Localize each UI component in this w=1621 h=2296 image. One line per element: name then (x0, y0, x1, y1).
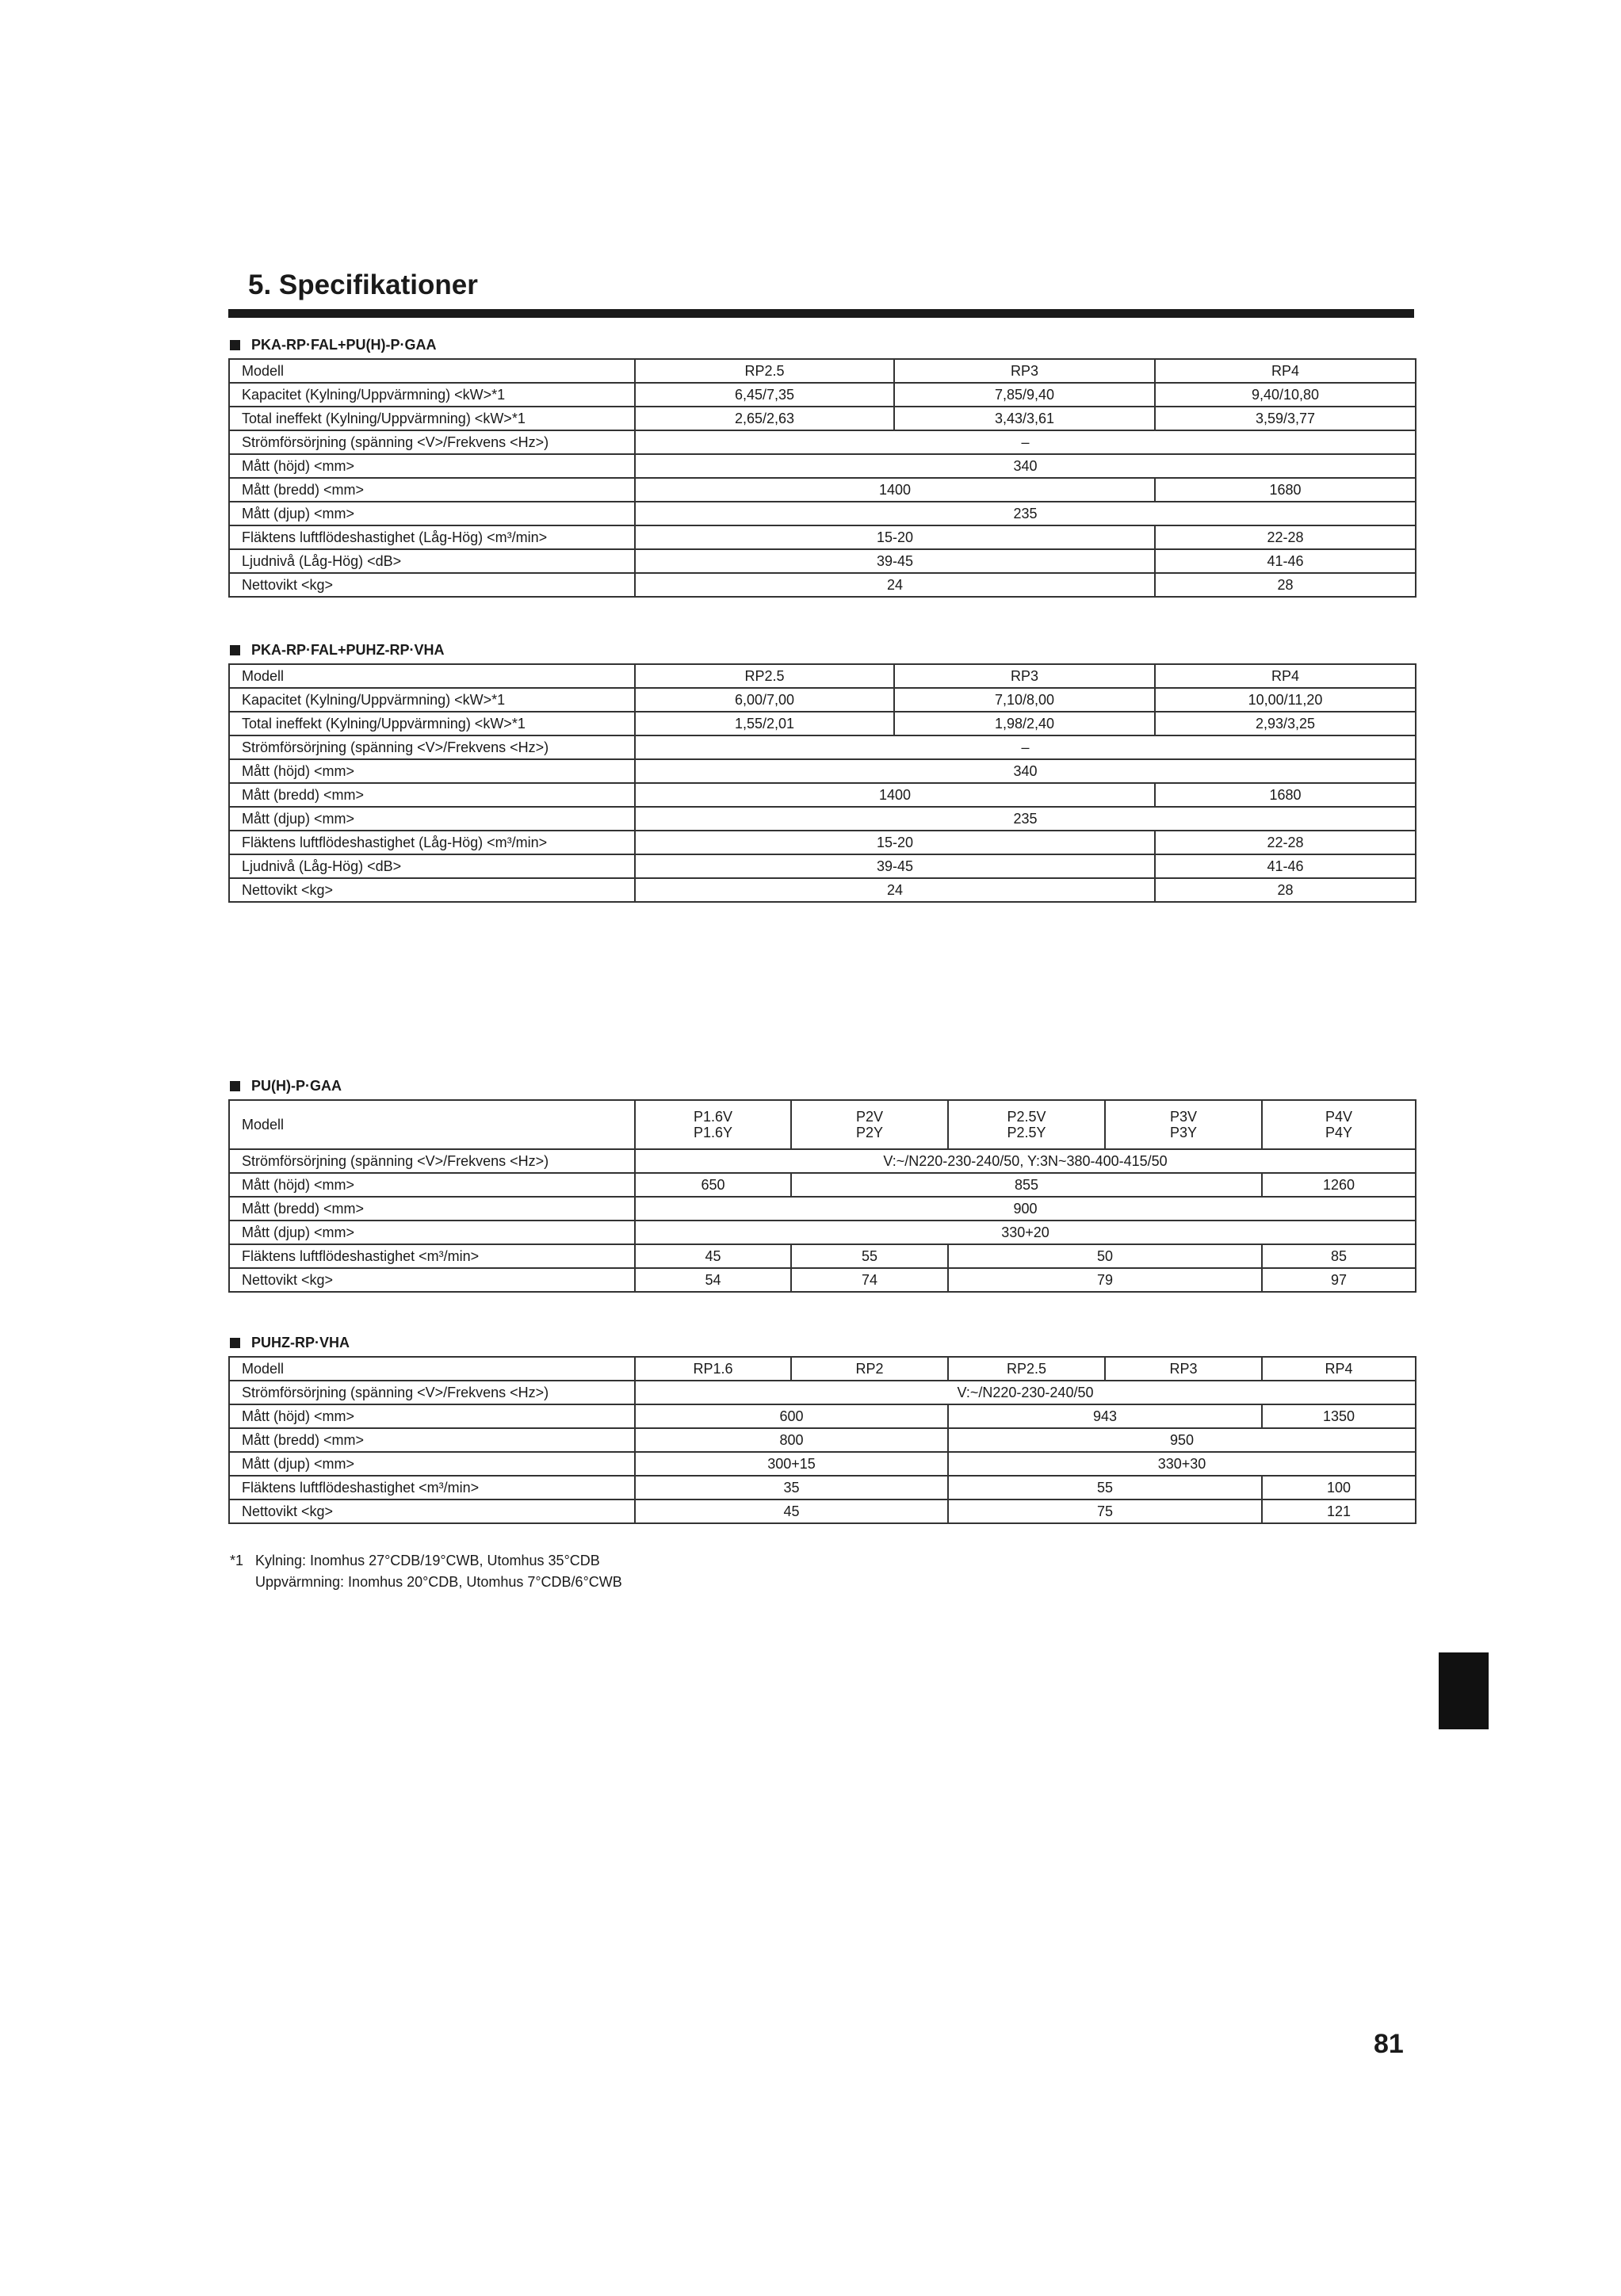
row-label: Kapacitet (Kylning/Uppvärmning) <kW>*1 (229, 688, 635, 712)
table-cell: 50 (948, 1244, 1262, 1268)
table-row (229, 1244, 1416, 1268)
table-cell: 600 (635, 1404, 948, 1428)
table-row (229, 831, 1416, 854)
footnote-line-cooling: Kylning: Inomhus 27°CDB/19°CWB, Utomhus 35°CDB (255, 1553, 600, 1568)
table-cell: 41-46 (1155, 549, 1416, 573)
row-label: Mått (bredd) <mm> (229, 478, 635, 502)
table-cell: 85 (1262, 1244, 1416, 1268)
model-variant-v: P3V (1169, 1109, 1198, 1125)
table-cell: 9,40/10,80 (1155, 383, 1416, 407)
model-cell (948, 1100, 1105, 1149)
table-row (229, 807, 1416, 831)
title-rule (228, 309, 1414, 318)
row-label: Modell (229, 664, 635, 688)
table-cell: RP1.6 (635, 1357, 791, 1381)
row-label: Mått (höjd) <mm> (229, 1404, 635, 1428)
section-heading-text: PKA-RP·FAL+PU(H)-P·GAA (251, 337, 437, 353)
table-cell: 3,59/3,77 (1155, 407, 1416, 430)
table-cell: RP3 (1105, 1357, 1262, 1381)
row-label: Total ineffekt (Kylning/Uppvärmning) <kW>*1 (229, 407, 635, 430)
model-variant-v: P4V (1325, 1109, 1353, 1125)
table-row (229, 1100, 1416, 1149)
table-cell: 855 (791, 1173, 1262, 1197)
table-cell: 1260 (1262, 1173, 1416, 1197)
table-cell: RP2.5 (948, 1357, 1105, 1381)
table-cell: 900 (635, 1197, 1416, 1221)
spec-table-pka-puhz (228, 663, 1416, 903)
row-label: Ljudnivå (Låg-Hög) <dB> (229, 549, 635, 573)
table-row (229, 573, 1416, 597)
square-bullet-icon (230, 645, 240, 655)
table-cell: RP3 (894, 359, 1155, 383)
table-cell: 75 (948, 1499, 1262, 1523)
row-label: Mått (bredd) <mm> (229, 1197, 635, 1221)
table-cell: 7,85/9,40 (894, 383, 1155, 407)
section-heading-pu-gaa (230, 1078, 342, 1095)
table-cell: 15-20 (635, 525, 1155, 549)
footnote-line-heating: Uppvärmning: Inomhus 20°CDB, Utomhus 7°CDB/6°CWB (255, 1574, 622, 1590)
model-variant-y: P4Y (1325, 1125, 1353, 1140)
model-variant-y: P3Y (1169, 1125, 1198, 1140)
table-cell: V:~/N220-230-240/50, Y:3N~380-400-415/50 (635, 1149, 1416, 1173)
table-cell: 45 (635, 1244, 791, 1268)
section-heading-puhz-vha (230, 1335, 350, 1351)
table-row (229, 688, 1416, 712)
spec-table-pka-pu (228, 358, 1416, 598)
table-cell: 943 (948, 1404, 1262, 1428)
table-cell: 24 (635, 878, 1155, 902)
table-cell: 1400 (635, 478, 1155, 502)
table-row (229, 407, 1416, 430)
table-cell: 340 (635, 454, 1416, 478)
table-row (229, 783, 1416, 807)
row-label: Mått (höjd) <mm> (229, 759, 635, 783)
table-cell: RP4 (1155, 359, 1416, 383)
section-heading-pka-pu (230, 337, 437, 353)
table-cell: 330+20 (635, 1221, 1416, 1244)
table-cell: 28 (1155, 573, 1416, 597)
table-row (229, 430, 1416, 454)
table-row (229, 502, 1416, 525)
table-cell: 35 (635, 1476, 948, 1499)
row-label: Strömförsörjning (spänning <V>/Frekvens <Hz>) (229, 1149, 635, 1173)
table-cell: 6,00/7,00 (635, 688, 894, 712)
row-label: Mått (djup) <mm> (229, 1452, 635, 1476)
table-cell: 100 (1262, 1476, 1416, 1499)
table-row (229, 1221, 1416, 1244)
table-row (229, 1357, 1416, 1381)
spec-table-pu-gaa (228, 1099, 1416, 1293)
table-cell: RP3 (894, 664, 1155, 688)
row-label: Modell (229, 1357, 635, 1381)
table-cell: 650 (635, 1173, 791, 1197)
table-cell: 1680 (1155, 478, 1416, 502)
table-row (229, 1381, 1416, 1404)
square-bullet-icon (230, 1338, 240, 1348)
row-label: Mått (djup) <mm> (229, 1221, 635, 1244)
square-bullet-icon (230, 340, 240, 350)
table-cell: 39-45 (635, 854, 1155, 878)
section-heading-text: PU(H)-P·GAA (251, 1078, 342, 1094)
table-cell: RP2.5 (635, 359, 894, 383)
spec-table-puhz-vha (228, 1356, 1416, 1524)
row-label: Nettovikt <kg> (229, 573, 635, 597)
table-row (229, 525, 1416, 549)
table-cell: RP2.5 (635, 664, 894, 688)
table-row (229, 854, 1416, 878)
table-row (229, 383, 1416, 407)
table-cell: 79 (948, 1268, 1262, 1292)
model-variant-v: P2.5V (1007, 1109, 1046, 1125)
footnote (230, 1550, 622, 1593)
table-cell: – (635, 430, 1416, 454)
table-row (229, 359, 1416, 383)
table-row (229, 1268, 1416, 1292)
table-row (229, 1428, 1416, 1452)
table-row (229, 1499, 1416, 1523)
table-cell: 1400 (635, 783, 1155, 807)
section-heading-text: PKA-RP·FAL+PUHZ-RP·VHA (251, 642, 445, 658)
square-bullet-icon (230, 1081, 240, 1091)
chapter-tab-marker (1439, 1652, 1489, 1729)
row-label: Total ineffekt (Kylning/Uppvärmning) <kW>*1 (229, 712, 635, 735)
row-label: Mått (bredd) <mm> (229, 1428, 635, 1452)
table-row (229, 759, 1416, 783)
table-cell: 1680 (1155, 783, 1416, 807)
table-row (229, 1452, 1416, 1476)
table-cell: 3,43/3,61 (894, 407, 1155, 430)
table-cell: 340 (635, 759, 1416, 783)
table-cell: 2,93/3,25 (1155, 712, 1416, 735)
row-label: Mått (bredd) <mm> (229, 783, 635, 807)
table-cell: 15-20 (635, 831, 1155, 854)
row-label: Modell (229, 359, 635, 383)
table-cell: 45 (635, 1499, 948, 1523)
row-label: Mått (höjd) <mm> (229, 1173, 635, 1197)
table-cell: 22-28 (1155, 525, 1416, 549)
model-variant-y: P1.6Y (693, 1125, 733, 1140)
row-label: Strömförsörjning (spänning <V>/Frekvens <Hz>) (229, 1381, 635, 1404)
row-label: Nettovikt <kg> (229, 878, 635, 902)
table-row (229, 478, 1416, 502)
table-row (229, 1149, 1416, 1173)
table-cell: 24 (635, 573, 1155, 597)
row-label: Fläktens luftflödeshastighet <m³/min> (229, 1476, 635, 1499)
table-row (229, 1404, 1416, 1428)
table-cell: – (635, 735, 1416, 759)
model-variant-v: P1.6V (693, 1109, 733, 1125)
table-cell: 6,45/7,35 (635, 383, 894, 407)
table-cell: V:~/N220-230-240/50 (635, 1381, 1416, 1404)
model-cell (791, 1100, 948, 1149)
table-row (229, 1173, 1416, 1197)
model-variant-v: P2V (855, 1109, 884, 1125)
model-variant-y: P2.5Y (1007, 1125, 1046, 1140)
table-row (229, 664, 1416, 688)
table-row (229, 454, 1416, 478)
table-cell: 1,55/2,01 (635, 712, 894, 735)
table-cell: 10,00/11,20 (1155, 688, 1416, 712)
table-cell: 54 (635, 1268, 791, 1292)
model-variant-y: P2Y (855, 1125, 884, 1140)
table-cell: 22-28 (1155, 831, 1416, 854)
model-cell (635, 1100, 791, 1149)
model-cell (1105, 1100, 1262, 1149)
row-label: Mått (djup) <mm> (229, 502, 635, 525)
row-label: Mått (djup) <mm> (229, 807, 635, 831)
table-cell: 39-45 (635, 549, 1155, 573)
row-label: Mått (höjd) <mm> (229, 454, 635, 478)
table-cell: 121 (1262, 1499, 1416, 1523)
row-label: Strömförsörjning (spänning <V>/Frekvens <Hz>) (229, 430, 635, 454)
table-cell: 2,65/2,63 (635, 407, 894, 430)
section-heading-pka-puhz (230, 642, 445, 659)
table-cell: 7,10/8,00 (894, 688, 1155, 712)
row-label: Modell (229, 1100, 635, 1149)
table-cell: 55 (948, 1476, 1262, 1499)
table-cell: 74 (791, 1268, 948, 1292)
row-label: Nettovikt <kg> (229, 1268, 635, 1292)
table-cell: 28 (1155, 878, 1416, 902)
table-cell: 97 (1262, 1268, 1416, 1292)
row-label: Fläktens luftflödeshastighet (Låg-Hög) <m³/min> (229, 525, 635, 549)
table-cell: 41-46 (1155, 854, 1416, 878)
table-cell: 330+30 (948, 1452, 1416, 1476)
row-label: Fläktens luftflödeshastighet <m³/min> (229, 1244, 635, 1268)
model-cell (1262, 1100, 1416, 1149)
table-row (229, 878, 1416, 902)
table-cell: 235 (635, 807, 1416, 831)
row-label: Strömförsörjning (spänning <V>/Frekvens <Hz>) (229, 735, 635, 759)
page-number: 81 (1374, 2029, 1404, 2059)
page-title: 5. Specifikationer (248, 269, 478, 300)
table-row (229, 549, 1416, 573)
section-heading-text: PUHZ-RP·VHA (251, 1335, 350, 1350)
row-label: Fläktens luftflödeshastighet (Låg-Hög) <m³/min> (229, 831, 635, 854)
table-row (229, 1197, 1416, 1221)
row-label: Kapacitet (Kylning/Uppvärmning) <kW>*1 (229, 383, 635, 407)
footnote-mark: *1 (230, 1553, 244, 1568)
table-cell: 300+15 (635, 1452, 948, 1476)
table-cell: 1350 (1262, 1404, 1416, 1428)
table-row (229, 1476, 1416, 1499)
table-cell: 235 (635, 502, 1416, 525)
table-cell: 800 (635, 1428, 948, 1452)
table-cell: RP4 (1262, 1357, 1416, 1381)
table-cell: RP4 (1155, 664, 1416, 688)
table-cell: 950 (948, 1428, 1416, 1452)
row-label: Ljudnivå (Låg-Hög) <dB> (229, 854, 635, 878)
table-cell: 1,98/2,40 (894, 712, 1155, 735)
table-row (229, 735, 1416, 759)
table-cell: 55 (791, 1244, 948, 1268)
table-cell: RP2 (791, 1357, 948, 1381)
row-label: Nettovikt <kg> (229, 1499, 635, 1523)
table-row (229, 712, 1416, 735)
